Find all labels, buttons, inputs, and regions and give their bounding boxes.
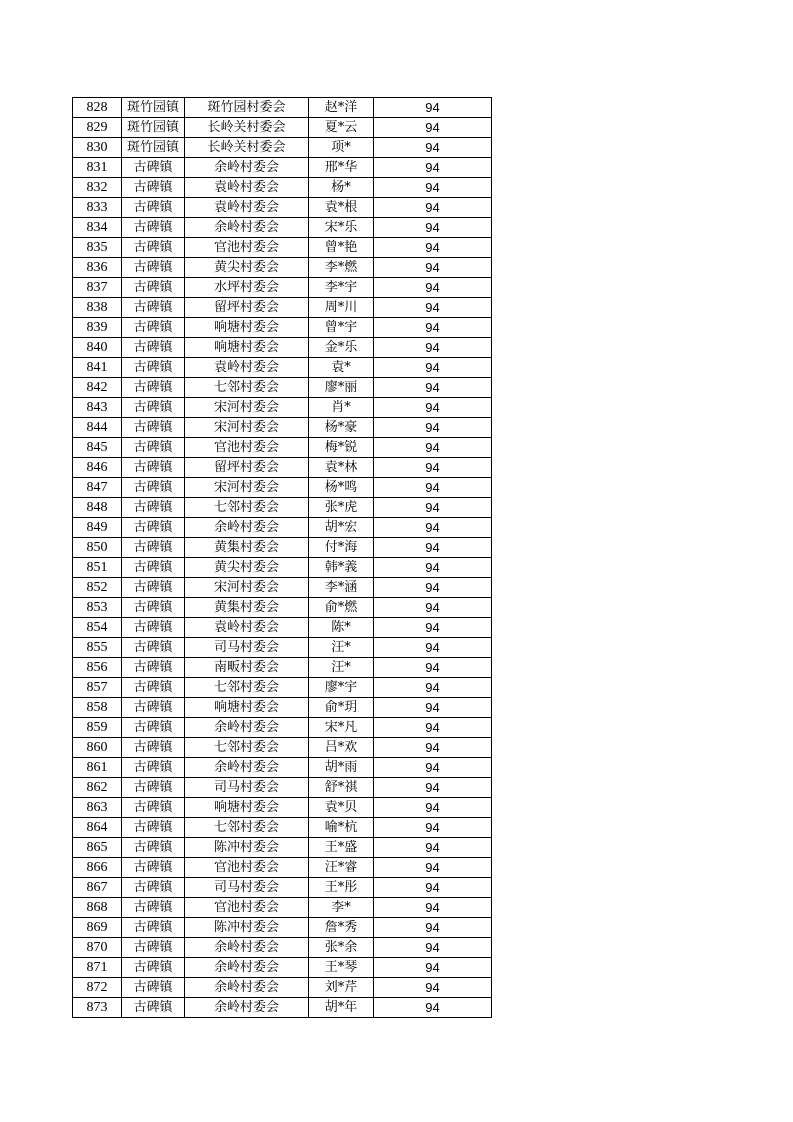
row-number-cell: 832 (73, 178, 122, 198)
name-cell: 宋*凡 (309, 718, 374, 738)
score-cell: 94 (374, 798, 492, 818)
town-cell: 古碑镇 (122, 798, 185, 818)
score-cell: 94 (374, 198, 492, 218)
town-cell: 古碑镇 (122, 678, 185, 698)
score-cell: 94 (374, 718, 492, 738)
score-cell: 94 (374, 278, 492, 298)
town-cell: 古碑镇 (122, 958, 185, 978)
score-cell: 94 (374, 578, 492, 598)
name-cell: 杨* (309, 178, 374, 198)
table-row (73, 398, 492, 418)
row-number-cell: 848 (73, 498, 122, 518)
name-cell: 俞*燃 (309, 598, 374, 618)
table-row (73, 558, 492, 578)
table-row (73, 578, 492, 598)
score-cell: 94 (374, 218, 492, 238)
village-committee-cell: 余岭村委会 (185, 998, 309, 1018)
table-row (73, 138, 492, 158)
name-cell: 袁* (309, 358, 374, 378)
score-cell: 94 (374, 758, 492, 778)
score-cell: 94 (374, 178, 492, 198)
name-cell: 杨*鸣 (309, 478, 374, 498)
town-cell: 古碑镇 (122, 458, 185, 478)
town-cell: 斑竹园镇 (122, 138, 185, 158)
name-cell: 喻*杭 (309, 818, 374, 838)
village-committee-cell: 官池村委会 (185, 898, 309, 918)
row-number-cell: 858 (73, 698, 122, 718)
table-row (73, 798, 492, 818)
row-number-cell: 862 (73, 778, 122, 798)
village-committee-cell: 响塘村委会 (185, 318, 309, 338)
row-number-cell: 846 (73, 458, 122, 478)
table-row (73, 858, 492, 878)
score-cell: 94 (374, 638, 492, 658)
name-cell: 金*乐 (309, 338, 374, 358)
table-row (73, 378, 492, 398)
row-number-cell: 843 (73, 398, 122, 418)
name-cell: 李*宇 (309, 278, 374, 298)
town-cell: 古碑镇 (122, 498, 185, 518)
village-committee-cell: 司马村委会 (185, 778, 309, 798)
row-number-cell: 834 (73, 218, 122, 238)
town-cell: 古碑镇 (122, 998, 185, 1018)
table-row (73, 878, 492, 898)
score-cell: 94 (374, 338, 492, 358)
data-table (72, 97, 492, 1018)
town-cell: 古碑镇 (122, 638, 185, 658)
row-number-cell: 837 (73, 278, 122, 298)
row-number-cell: 863 (73, 798, 122, 818)
town-cell: 古碑镇 (122, 198, 185, 218)
table-row (73, 698, 492, 718)
town-cell: 古碑镇 (122, 178, 185, 198)
row-number-cell: 869 (73, 918, 122, 938)
name-cell: 李* (309, 898, 374, 918)
village-committee-cell: 响塘村委会 (185, 798, 309, 818)
town-cell: 古碑镇 (122, 818, 185, 838)
name-cell: 周*川 (309, 298, 374, 318)
name-cell: 李*燃 (309, 258, 374, 278)
table-row (73, 198, 492, 218)
table-row (73, 478, 492, 498)
row-number-cell: 857 (73, 678, 122, 698)
name-cell: 胡*雨 (309, 758, 374, 778)
town-cell: 古碑镇 (122, 618, 185, 638)
table-row (73, 838, 492, 858)
town-cell: 古碑镇 (122, 518, 185, 538)
row-number-cell: 855 (73, 638, 122, 658)
village-committee-cell: 七邻村委会 (185, 818, 309, 838)
table-row (73, 318, 492, 338)
town-cell: 古碑镇 (122, 578, 185, 598)
village-committee-cell: 黄集村委会 (185, 538, 309, 558)
row-number-cell: 851 (73, 558, 122, 578)
town-cell: 古碑镇 (122, 978, 185, 998)
name-cell: 曾*宇 (309, 318, 374, 338)
village-committee-cell: 留坪村委会 (185, 458, 309, 478)
table-row (73, 278, 492, 298)
village-committee-cell: 余岭村委会 (185, 978, 309, 998)
village-committee-cell: 袁岭村委会 (185, 358, 309, 378)
town-cell: 古碑镇 (122, 878, 185, 898)
name-cell: 汪* (309, 638, 374, 658)
row-number-cell: 865 (73, 838, 122, 858)
name-cell: 邢*华 (309, 158, 374, 178)
name-cell: 赵*洋 (309, 98, 374, 118)
table-row (73, 738, 492, 758)
village-committee-cell: 袁岭村委会 (185, 178, 309, 198)
name-cell: 王*琴 (309, 958, 374, 978)
town-cell: 古碑镇 (122, 698, 185, 718)
table-row (73, 238, 492, 258)
table-row (73, 718, 492, 738)
village-committee-cell: 响塘村委会 (185, 338, 309, 358)
town-cell: 古碑镇 (122, 538, 185, 558)
score-cell: 94 (374, 998, 492, 1018)
name-cell: 夏*云 (309, 118, 374, 138)
village-committee-cell: 水坪村委会 (185, 278, 309, 298)
town-cell: 古碑镇 (122, 398, 185, 418)
row-number-cell: 867 (73, 878, 122, 898)
table-row (73, 978, 492, 998)
score-cell: 94 (374, 298, 492, 318)
row-number-cell: 831 (73, 158, 122, 178)
score-cell: 94 (374, 898, 492, 918)
village-committee-cell: 官池村委会 (185, 238, 309, 258)
score-cell: 94 (374, 878, 492, 898)
village-committee-cell: 长岭关村委会 (185, 118, 309, 138)
row-number-cell: 871 (73, 958, 122, 978)
table-row (73, 418, 492, 438)
town-cell: 古碑镇 (122, 558, 185, 578)
village-committee-cell: 黄尖村委会 (185, 558, 309, 578)
row-number-cell: 844 (73, 418, 122, 438)
row-number-cell: 860 (73, 738, 122, 758)
village-committee-cell: 官池村委会 (185, 858, 309, 878)
name-cell: 杨*豪 (309, 418, 374, 438)
row-number-cell: 861 (73, 758, 122, 778)
row-number-cell: 856 (73, 658, 122, 678)
name-cell: 胡*宏 (309, 518, 374, 538)
name-cell: 李*涵 (309, 578, 374, 598)
town-cell: 古碑镇 (122, 298, 185, 318)
row-number-cell: 835 (73, 238, 122, 258)
name-cell: 付*海 (309, 538, 374, 558)
table-row (73, 638, 492, 658)
row-number-cell: 850 (73, 538, 122, 558)
village-committee-cell: 黄集村委会 (185, 598, 309, 618)
row-number-cell: 841 (73, 358, 122, 378)
village-committee-cell: 斑竹园村委会 (185, 98, 309, 118)
row-number-cell: 833 (73, 198, 122, 218)
village-committee-cell: 余岭村委会 (185, 158, 309, 178)
name-cell: 宋*乐 (309, 218, 374, 238)
village-committee-cell: 陈冲村委会 (185, 918, 309, 938)
score-cell: 94 (374, 858, 492, 878)
village-committee-cell: 司马村委会 (185, 638, 309, 658)
table-row (73, 598, 492, 618)
table-row (73, 258, 492, 278)
name-cell: 袁*林 (309, 458, 374, 478)
table-row (73, 918, 492, 938)
town-cell: 古碑镇 (122, 438, 185, 458)
score-cell: 94 (374, 558, 492, 578)
town-cell: 古碑镇 (122, 158, 185, 178)
name-cell: 袁*贝 (309, 798, 374, 818)
name-cell: 詹*秀 (309, 918, 374, 938)
table-row (73, 818, 492, 838)
village-committee-cell: 留坪村委会 (185, 298, 309, 318)
name-cell: 廖*丽 (309, 378, 374, 398)
table-row (73, 958, 492, 978)
row-number-cell: 854 (73, 618, 122, 638)
score-cell: 94 (374, 438, 492, 458)
score-cell: 94 (374, 158, 492, 178)
table-row (73, 518, 492, 538)
table-row (73, 758, 492, 778)
score-cell: 94 (374, 958, 492, 978)
row-number-cell: 872 (73, 978, 122, 998)
name-cell: 韩*義 (309, 558, 374, 578)
town-cell: 古碑镇 (122, 238, 185, 258)
score-cell: 94 (374, 918, 492, 938)
table-body (73, 98, 492, 1018)
row-number-cell: 840 (73, 338, 122, 358)
name-cell: 刘*芹 (309, 978, 374, 998)
name-cell: 陈* (309, 618, 374, 638)
row-number-cell: 842 (73, 378, 122, 398)
name-cell: 肖* (309, 398, 374, 418)
village-committee-cell: 宋河村委会 (185, 478, 309, 498)
town-cell: 古碑镇 (122, 278, 185, 298)
score-cell: 94 (374, 318, 492, 338)
town-cell: 古碑镇 (122, 478, 185, 498)
table-row (73, 178, 492, 198)
score-cell: 94 (374, 238, 492, 258)
name-cell: 胡*年 (309, 998, 374, 1018)
score-cell: 94 (374, 518, 492, 538)
town-cell: 古碑镇 (122, 338, 185, 358)
name-cell: 吕*欢 (309, 738, 374, 758)
score-cell: 94 (374, 818, 492, 838)
score-cell: 94 (374, 358, 492, 378)
score-cell: 94 (374, 458, 492, 478)
name-cell: 张*虎 (309, 498, 374, 518)
village-committee-cell: 余岭村委会 (185, 938, 309, 958)
row-number-cell: 829 (73, 118, 122, 138)
row-number-cell: 845 (73, 438, 122, 458)
score-cell: 94 (374, 138, 492, 158)
table-row (73, 358, 492, 378)
village-committee-cell: 余岭村委会 (185, 218, 309, 238)
village-committee-cell: 七邻村委会 (185, 498, 309, 518)
name-cell: 项* (309, 138, 374, 158)
village-committee-cell: 响塘村委会 (185, 698, 309, 718)
town-cell: 古碑镇 (122, 778, 185, 798)
score-cell: 94 (374, 118, 492, 138)
village-committee-cell: 官池村委会 (185, 438, 309, 458)
village-committee-cell: 南畈村委会 (185, 658, 309, 678)
village-committee-cell: 七邻村委会 (185, 738, 309, 758)
row-number-cell: 830 (73, 138, 122, 158)
table-row (73, 338, 492, 358)
town-cell: 古碑镇 (122, 938, 185, 958)
score-cell: 94 (374, 398, 492, 418)
village-committee-cell: 余岭村委会 (185, 758, 309, 778)
table-row (73, 658, 492, 678)
score-cell: 94 (374, 838, 492, 858)
score-cell: 94 (374, 598, 492, 618)
town-cell: 古碑镇 (122, 758, 185, 778)
table-row (73, 118, 492, 138)
row-number-cell: 873 (73, 998, 122, 1018)
name-cell: 廖*宇 (309, 678, 374, 698)
score-cell: 94 (374, 678, 492, 698)
name-cell: 舒*祺 (309, 778, 374, 798)
table-row (73, 98, 492, 118)
village-committee-cell: 长岭关村委会 (185, 138, 309, 158)
score-cell: 94 (374, 378, 492, 398)
town-cell: 古碑镇 (122, 598, 185, 618)
score-cell: 94 (374, 258, 492, 278)
village-committee-cell: 七邻村委会 (185, 378, 309, 398)
row-number-cell: 859 (73, 718, 122, 738)
score-cell: 94 (374, 978, 492, 998)
town-cell: 古碑镇 (122, 858, 185, 878)
village-committee-cell: 黄尖村委会 (185, 258, 309, 278)
table-row (73, 678, 492, 698)
score-cell: 94 (374, 778, 492, 798)
village-committee-cell: 陈冲村委会 (185, 838, 309, 858)
village-committee-cell: 宋河村委会 (185, 418, 309, 438)
town-cell: 古碑镇 (122, 838, 185, 858)
score-cell: 94 (374, 658, 492, 678)
village-committee-cell: 宋河村委会 (185, 398, 309, 418)
name-cell: 汪* (309, 658, 374, 678)
row-number-cell: 838 (73, 298, 122, 318)
village-committee-cell: 宋河村委会 (185, 578, 309, 598)
name-cell: 梅*锐 (309, 438, 374, 458)
row-number-cell: 828 (73, 98, 122, 118)
town-cell: 古碑镇 (122, 358, 185, 378)
score-cell: 94 (374, 618, 492, 638)
village-committee-cell: 司马村委会 (185, 878, 309, 898)
score-cell: 94 (374, 938, 492, 958)
table-row (73, 218, 492, 238)
town-cell: 斑竹园镇 (122, 98, 185, 118)
table-row (73, 618, 492, 638)
score-cell: 94 (374, 98, 492, 118)
row-number-cell: 849 (73, 518, 122, 538)
name-cell: 汪*睿 (309, 858, 374, 878)
score-cell: 94 (374, 498, 492, 518)
table-row (73, 538, 492, 558)
town-cell: 古碑镇 (122, 258, 185, 278)
name-cell: 曾*艳 (309, 238, 374, 258)
table-row (73, 938, 492, 958)
name-cell: 王*彤 (309, 878, 374, 898)
village-committee-cell: 袁岭村委会 (185, 618, 309, 638)
row-number-cell: 847 (73, 478, 122, 498)
town-cell: 古碑镇 (122, 218, 185, 238)
town-cell: 古碑镇 (122, 738, 185, 758)
table-row (73, 298, 492, 318)
row-number-cell: 864 (73, 818, 122, 838)
town-cell: 古碑镇 (122, 658, 185, 678)
town-cell: 古碑镇 (122, 918, 185, 938)
village-committee-cell: 袁岭村委会 (185, 198, 309, 218)
town-cell: 古碑镇 (122, 718, 185, 738)
row-number-cell: 853 (73, 598, 122, 618)
score-cell: 94 (374, 478, 492, 498)
name-cell: 俞*玥 (309, 698, 374, 718)
village-committee-cell: 余岭村委会 (185, 518, 309, 538)
town-cell: 古碑镇 (122, 318, 185, 338)
table-row (73, 998, 492, 1018)
table-row (73, 778, 492, 798)
table-row (73, 498, 492, 518)
table-row (73, 438, 492, 458)
score-cell: 94 (374, 418, 492, 438)
score-cell: 94 (374, 738, 492, 758)
table-row (73, 898, 492, 918)
row-number-cell: 866 (73, 858, 122, 878)
name-cell: 王*盛 (309, 838, 374, 858)
row-number-cell: 870 (73, 938, 122, 958)
score-cell: 94 (374, 538, 492, 558)
town-cell: 古碑镇 (122, 898, 185, 918)
village-committee-cell: 七邻村委会 (185, 678, 309, 698)
row-number-cell: 836 (73, 258, 122, 278)
name-cell: 张*余 (309, 938, 374, 958)
town-cell: 斑竹园镇 (122, 118, 185, 138)
row-number-cell: 868 (73, 898, 122, 918)
village-committee-cell: 余岭村委会 (185, 718, 309, 738)
name-cell: 袁*根 (309, 198, 374, 218)
table-row (73, 158, 492, 178)
town-cell: 古碑镇 (122, 378, 185, 398)
table-row (73, 458, 492, 478)
village-committee-cell: 余岭村委会 (185, 958, 309, 978)
row-number-cell: 852 (73, 578, 122, 598)
town-cell: 古碑镇 (122, 418, 185, 438)
score-cell: 94 (374, 698, 492, 718)
row-number-cell: 839 (73, 318, 122, 338)
